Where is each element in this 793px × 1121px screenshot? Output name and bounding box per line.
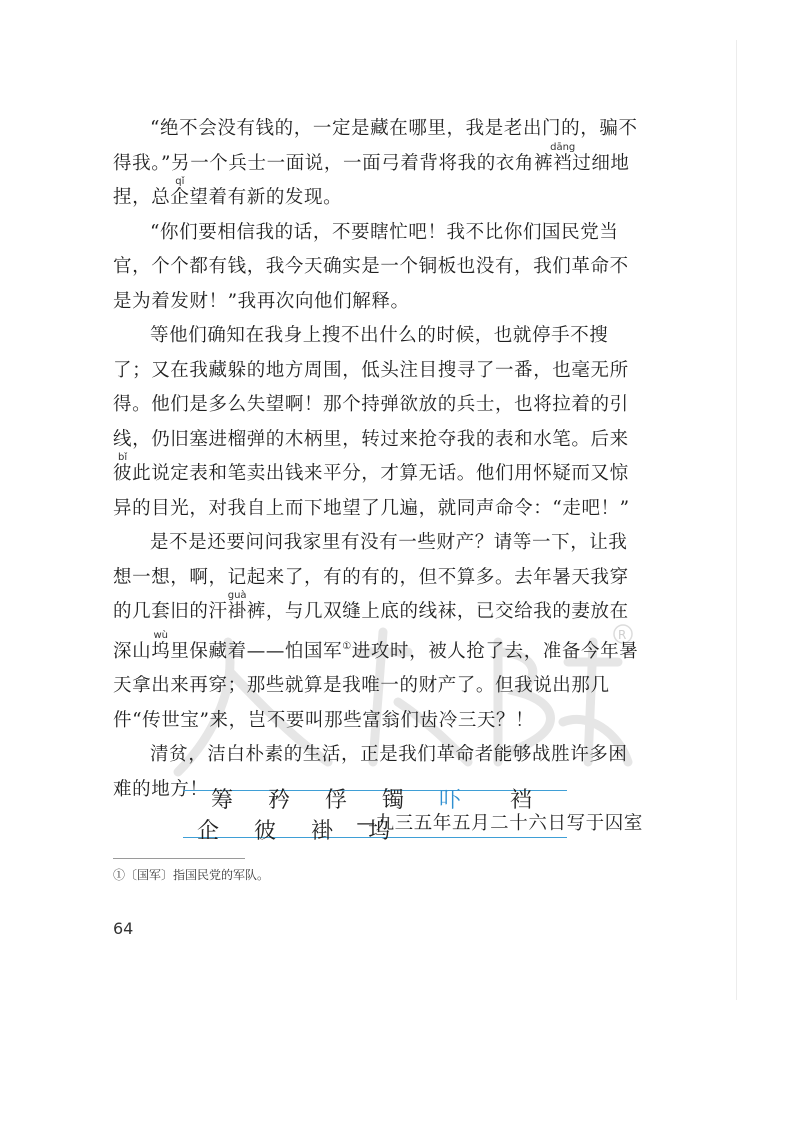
annotated-char: 裆dāng [550,141,576,174]
annotated-char: 坞wù [151,629,171,662]
svg-text:R: R [618,628,627,642]
page-number: 64 [113,919,134,938]
date-signature: —九三五年五月二十六日写于囚室 [356,813,643,834]
paragraph: “你们要相信我的话，不要瞎忙吧！我不比你们国民党当官，个个都有钱，我今天确实是一个铜板也没有，我们革命不是为着发财！”我再次向他们解释。 [113,221,629,312]
annotated-char: 彼bǐ [113,452,133,484]
vocabulary-highlight: 吓 [438,788,475,813]
vocabulary-box [183,788,567,844]
footnote-marker: ① [342,640,352,652]
paragraph: “绝不会没有钱的，一定是藏在哪里，我是老出门的，骗不得我。”另一个兵士一面说，一面弓着背将我的衣角裤裆dāng过细地捏，总企qǐ望着有新的发现。 [113,118,638,208]
annotated-char: 企qǐ [170,176,190,208]
paragraph: 是不是还要问问我家里有没有一些财产？请等一下，让我想一想，啊，记起来了，有的有的，但不算多。去年暑天我穿的几套旧的汗褂guà裤，与几双缝上底的线袜，已交给我的妻放在深山坞wù里保藏着——怕国军①进攻时，被人抢了去，准备今年暑天拿出来再穿；那些就算是我唯一的财产了。但我说出那几件“传世宝”来，岂不要叫那些富翁们齿冷三天？！ [113,532,639,731]
paragraph: 清贫，洁白朴素的生活，正是我们革命者能够战胜许多困难的地方！ [113,744,628,800]
page-edge-line [736,40,737,1000]
paragraph: 等他们确知在我身上搜不出什么的时候，也就停手不搜了；又在我藏躲的地方周围，低头注目搜寻了一番，也毫无所得。他们是多么失望啊！那个持弹欲放的兵士，也将拉着的引线，仍旧塞进榴弹的木柄里，转过来抢夺我的表和水笔。后来彼bǐ此说定表和笔卖出钱来平分，才算无话。他们用怀疑而又惊异的目光，对我自上而下地望了几遍，就同声命令：“走吧！” [113,325,630,519]
vocabulary-chars: 筹 矜 俘 镯 吓 裆 企 彼 褂 坞 [197,788,546,844]
footnote-divider [113,858,245,859]
footnote: ①〔国军〕指国民党的军队。 [113,868,270,882]
article-body [113,112,643,842]
annotated-char: 褂guà [227,590,247,622]
